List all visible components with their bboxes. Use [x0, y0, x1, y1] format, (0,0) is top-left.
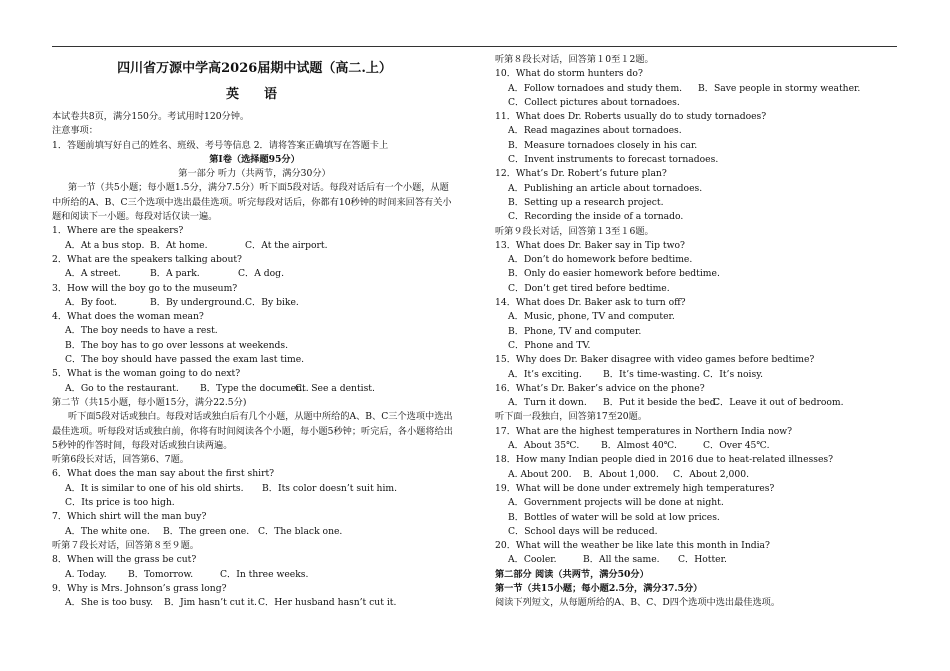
question-text: 16．What’s Dr. Baker’s advice on the phone?	[495, 382, 705, 394]
option-a: A．Go to the restaurant.	[65, 382, 179, 394]
question-text: 10．What do storm hunters do?	[495, 68, 643, 80]
options	[52, 596, 457, 610]
options	[52, 267, 457, 281]
intro-line: 本试卷共8页，满分150分。考试用时120分钟。	[52, 111, 250, 122]
question	[495, 296, 900, 353]
options	[495, 396, 900, 410]
question	[495, 425, 900, 454]
option-a: A．The boy needs to have a rest.	[65, 325, 218, 337]
option-b: B．It’s time-wasting.	[603, 368, 701, 380]
option-c: C．Invent instruments to forecast tornadoes.	[508, 154, 719, 166]
option-c: C．Its price is too high.	[65, 497, 175, 509]
option-b: B．Its color doesn’t suit him.	[262, 482, 398, 494]
question-text: 14．What does Dr. Baker ask to turn off?	[495, 297, 686, 309]
question-text: 15．Why does Dr. Baker disagree with video games before bedtime?	[495, 354, 815, 366]
question	[495, 453, 900, 482]
intro-line: 1．答题前填写好自己的姓名、班级、考号等信息 2．请将答案正确填写在答题卡上	[52, 139, 389, 151]
option-c: C．Leave it out of bedroom.	[713, 397, 844, 409]
question	[495, 67, 900, 110]
question-text: 17．What are the highest temperatures in Northern India now?	[495, 425, 793, 437]
section-subheading: 第一节（共15小题；每小题2.5分，满分37.5分）	[495, 582, 703, 594]
question-text: 20．What will the weather be like late this month in India?	[495, 540, 770, 552]
option-b: B．The boy has to go over lessons at weekends.	[65, 339, 288, 351]
option-b: B．Save people in stormy weather.	[698, 82, 861, 94]
option-b: B．Phone, TV and computer.	[508, 325, 642, 337]
option-b: B．Bottles of water will be sold at low prices.	[508, 511, 720, 523]
question	[52, 553, 457, 582]
option-c: C．It’s noisy.	[703, 368, 764, 380]
listening-note: 听第９段长对话，回答第１3至１6题。	[495, 225, 654, 237]
options	[52, 482, 457, 496]
section-instructions: 听下面5段对话或独白。每段对话或独白后有几个小题，从题中所给的A、B、C三个选项中选出最佳选项。听每段对话或独白前，你将有时间阅读各个小题，每小题5秒钟；听完后，各小题将给出5秒钟的作答时间，每段对话或独白读两遍。	[52, 411, 453, 451]
option-a: A．Read magazines about tornadoes.	[508, 125, 682, 137]
question-text: 12．What’s Dr. Robert’s future plan?	[495, 168, 667, 180]
options	[52, 296, 457, 310]
option-b: B．Almost 40℃.	[601, 440, 677, 452]
question	[52, 282, 457, 311]
option-c: C．Over 45℃.	[703, 440, 770, 452]
options	[52, 382, 457, 396]
option-a: A．Music, phone, TV and computer.	[508, 311, 675, 323]
option-c: C．Recording the inside of a tornado.	[508, 211, 684, 223]
question-text: 1．Where are the speakers?	[52, 225, 184, 237]
listening-note: 听第７段长对话，回答第８至９题。	[52, 539, 199, 551]
options	[52, 239, 457, 253]
option-c: C．In three weeks.	[220, 568, 309, 580]
question	[52, 510, 457, 539]
question	[52, 367, 457, 396]
option-a: A．A street.	[65, 268, 121, 280]
question-text: 8．When will the grass be cut?	[52, 554, 197, 566]
option-a: A．Don’t do homework before bedtime.	[508, 254, 693, 266]
question-text: 5．What is the woman going to do next?	[52, 368, 241, 380]
question-text: 19．What will be done under extremely high temperatures?	[495, 482, 775, 494]
question-text: 18．How many Indian people died in 2016 due to heat-related illnesses?	[495, 454, 834, 466]
options	[495, 439, 900, 453]
question-text: 9．Why is Mrs. Johnson’s grass long?	[52, 582, 227, 594]
option-b: B．Only do easier homework before bedtime.	[508, 268, 720, 280]
option-c: C．Hotter.	[678, 554, 727, 566]
question-text: 3．How will the boy go to the museum?	[52, 282, 238, 294]
question-text: 7．Which shirt will the man buy?	[52, 511, 207, 523]
option-b: B．About 1,000.	[583, 468, 659, 480]
top-rule	[52, 46, 897, 47]
question-text: 4．What does the woman mean?	[52, 311, 204, 323]
question-text: 2．What are the speakers talking about?	[52, 253, 242, 265]
option-a: A. Today.	[65, 568, 107, 580]
options	[495, 82, 900, 96]
listening-note: 听下面一段独白，回答第17至20题。	[495, 411, 648, 423]
option-b: B．Type the document.	[200, 382, 309, 394]
options	[495, 368, 900, 382]
option-a: A．By foot.	[65, 296, 117, 308]
exam-title: 四川省万源中学高2026届期中试题（高二.上）	[117, 61, 392, 76]
question	[52, 582, 457, 611]
option-c: C．Collect pictures about tornadoes.	[508, 96, 680, 108]
question	[495, 482, 900, 539]
option-c: C．The black one.	[258, 525, 343, 537]
option-b: B．Setting up a research project.	[508, 196, 664, 208]
option-b: B．By underground.	[150, 296, 245, 308]
option-b: B．Measure tornadoes closely in his car.	[508, 139, 698, 151]
option-c: C．See a dentist.	[295, 382, 375, 394]
option-c: C．Her husband hasn’t cut it.	[258, 597, 397, 609]
left-column	[52, 56, 457, 610]
option-b: B．Tomorrow.	[128, 568, 194, 580]
intro-line: 注意事项：	[52, 125, 98, 137]
options	[52, 525, 457, 539]
option-a: A．Cooler.	[508, 554, 557, 566]
options	[495, 468, 900, 482]
option-c: C．By bike.	[245, 296, 299, 308]
option-b: B．Jim hasn’t cut it.	[164, 597, 257, 609]
question	[52, 467, 457, 510]
question	[52, 310, 457, 367]
question	[495, 239, 900, 296]
question	[52, 253, 457, 282]
section-instructions: 阅读下列短文，从每题所给的A、B、C、D四个选项中选出最佳选项。	[495, 597, 781, 609]
section-heading: 第二节（共15小题，每小题15分，满分22.5分)	[52, 396, 247, 408]
section-subheading: 第一部分 听力（共两节，满分30分）	[178, 168, 331, 180]
option-a: A．The white one.	[65, 525, 150, 537]
option-a: A．She is too busy.	[65, 597, 154, 609]
option-c: C．About 2,000.	[673, 468, 750, 480]
option-b: B．Put it beside the bed.	[603, 397, 719, 409]
question	[495, 539, 900, 568]
question	[495, 167, 900, 224]
option-a: A．Turn it down.	[508, 397, 587, 409]
option-b: B．The green one.	[163, 525, 250, 537]
option-b: B．At home.	[150, 239, 208, 251]
options	[52, 568, 457, 582]
option-a: A．Publishing an article about tornadoes.	[508, 182, 703, 194]
question-text: 6．What does the man say about the first shirt?	[52, 468, 275, 480]
option-c: C．The boy should have passed the exam last time.	[65, 354, 305, 366]
option-b: B．All the same.	[583, 554, 660, 566]
section-heading: 第Ⅰ卷（选择题95分）	[209, 153, 300, 165]
listening-note: 听第6段长对话，回答第6、7题。	[52, 454, 189, 466]
options	[495, 553, 900, 567]
option-a: A．It is similar to one of his old shirts.	[65, 482, 244, 494]
option-c: C．Don’t get tired before bedtime.	[508, 282, 670, 294]
question-text: 11．What does Dr. Roberts usually do to study tornadoes?	[495, 111, 767, 123]
option-c: C．A dog.	[238, 268, 284, 280]
option-a: A. About 200.	[508, 468, 572, 480]
question	[495, 110, 900, 167]
question	[495, 382, 900, 411]
option-a: A．It’s exciting.	[508, 368, 582, 380]
option-a: A．About 35℃.	[508, 440, 580, 452]
option-a: A．Follow tornadoes and study them.	[508, 82, 683, 94]
section-heading: 第二部分 阅读（共两节，满分50分）	[495, 568, 649, 580]
question	[495, 353, 900, 382]
question	[52, 224, 457, 253]
option-a: A．At a bus stop.	[65, 239, 145, 251]
option-c: C．School days will be reduced.	[508, 525, 658, 537]
question-text: 13．What does Dr. Baker say in Tip two?	[495, 239, 685, 251]
right-column	[495, 53, 900, 611]
subject-title: 英 语	[225, 87, 283, 102]
section-instructions: 第一节（共5小题；每小题1.5分，满分7.5分）听下面5段对话。每段对话后有一个小题，从题中所给的A、B、C三个选项中选出最佳选项。听完每段对话后，你都有10秒钟的时间来回答有关小题和阅读下一小题。每段对话仅读一遍。	[52, 182, 452, 223]
option-c: C．Phone and TV.	[508, 339, 591, 351]
option-b: B．A park.	[150, 268, 200, 280]
option-c: C．At the airport.	[245, 239, 328, 251]
listening-note: 听第８段长对话，回答第１0至１2题。	[495, 54, 654, 65]
option-a: A．Government projects will be done at night.	[508, 497, 724, 509]
